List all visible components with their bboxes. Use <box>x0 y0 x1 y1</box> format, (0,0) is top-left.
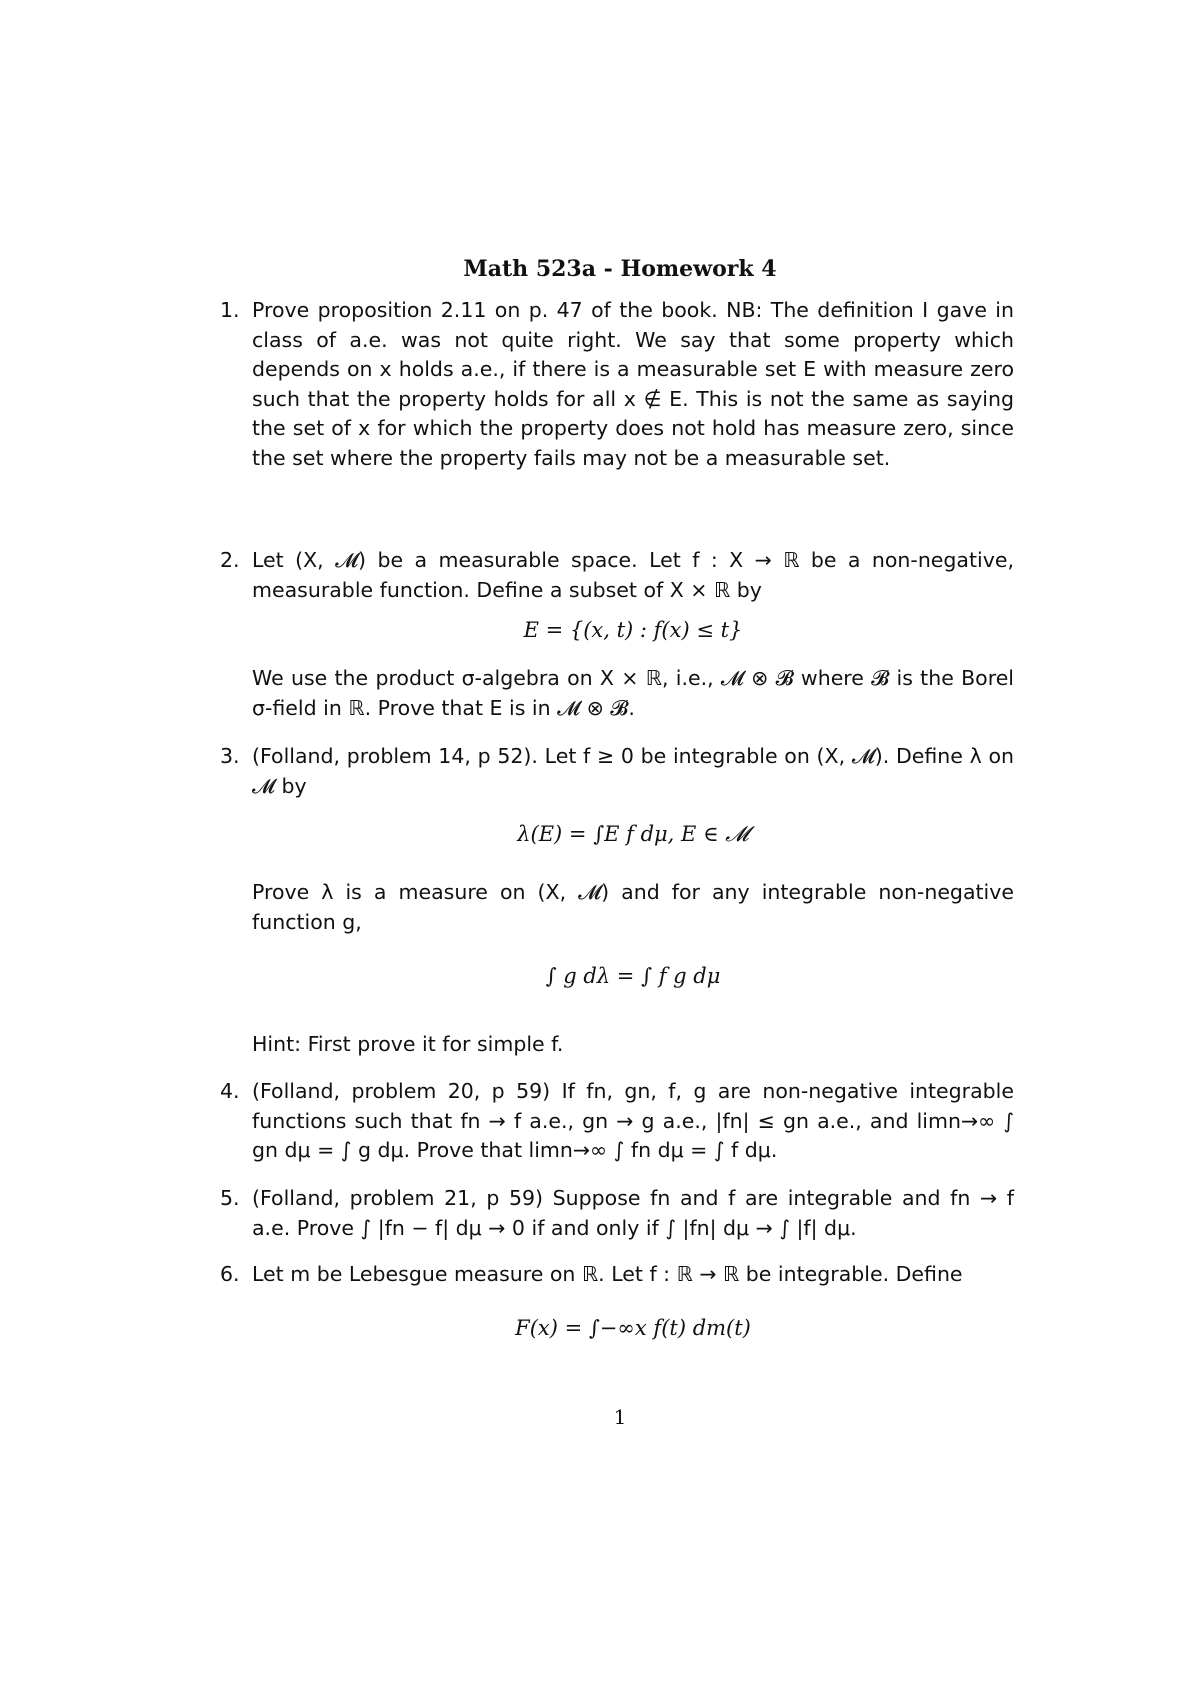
problem-text-continued: Prove λ is a measure on (X, 𝓜) and for any integrable non-negative function g, <box>252 880 1014 934</box>
problem-6 <box>220 1260 1014 1340</box>
display-equation: F(x) = ∫−∞x f(t) dm(t) <box>515 1316 751 1340</box>
display-equation: λ(E) = ∫E f dμ, E ∈ 𝓜 <box>517 822 749 846</box>
problem-text: (Folland, problem 20, p 59) If fn, gn, f, g are non-negative integrable functions such that fn → f a.e., gn → g a.e., |fn| ≤ gn a.e., and limn→∞ ∫ gn dμ = ∫ g dμ. Prove that limn→∞ ∫ fn dμ = ∫ f dμ. <box>252 1079 1014 1162</box>
page-number: 1 <box>613 1405 627 1429</box>
problem-number: 5. <box>220 1186 240 1210</box>
problem-2 <box>220 546 1014 720</box>
display-equation: E = {(x, t) : f(x) ≤ t} <box>523 618 743 642</box>
problem-3 <box>220 742 1014 1056</box>
document-title: Math 523a - Homework 4 <box>463 256 777 282</box>
problem-text: (Folland, problem 14, p 52). Let f ≥ 0 be integrable on (X, 𝓜). Define λ on 𝓜 by <box>252 744 1014 798</box>
problem-text: Let m be Lebesgue measure on ℝ. Let f : ℝ → ℝ be integrable. Define <box>252 1262 963 1286</box>
hint-text: Hint: First prove it for simple f. <box>252 1032 564 1056</box>
problem-5 <box>220 1184 1014 1243</box>
problem-number: 6. <box>220 1262 240 1286</box>
problem-number: 3. <box>220 744 240 768</box>
problem-4 <box>220 1077 1014 1166</box>
problem-number: 1. <box>220 298 240 322</box>
problem-number: 4. <box>220 1079 240 1103</box>
problem-text: Prove proposition 2.11 on p. 47 of the book. NB: The definition I gave in class of a.e. was not quite right. We say that some property which depends on x holds a.e., if there is a measurable set E with measure zero such that the property holds for all x ∉ E. This is not the same as saying the set of x for which the property does not hold has measure zero, since the set where the property fails may not be a measurable set. <box>252 298 1014 470</box>
problem-text-continued: We use the product σ-algebra on X × ℝ, i.e., 𝓜 ⊗ 𝓑 where 𝓑 is the Borel σ-field in ℝ. Prove that E is in 𝓜 ⊗ 𝓑. <box>252 666 1014 720</box>
problem-text: Let (X, 𝓜) be a measurable space. Let f : X → ℝ be a non-negative, measurable function. Define a subset of X × ℝ by <box>252 548 1014 602</box>
problem-text: (Folland, problem 21, p 59) Suppose fn and f are integrable and fn → f a.e. Prove ∫ |fn − f| dμ → 0 if and only if ∫ |fn| dμ → ∫ |f| dμ. <box>252 1186 1014 1240</box>
problem-number: 2. <box>220 548 240 572</box>
problem-1 <box>220 296 1014 473</box>
display-equation-2: ∫ g dλ = ∫ f g dμ <box>545 964 721 988</box>
